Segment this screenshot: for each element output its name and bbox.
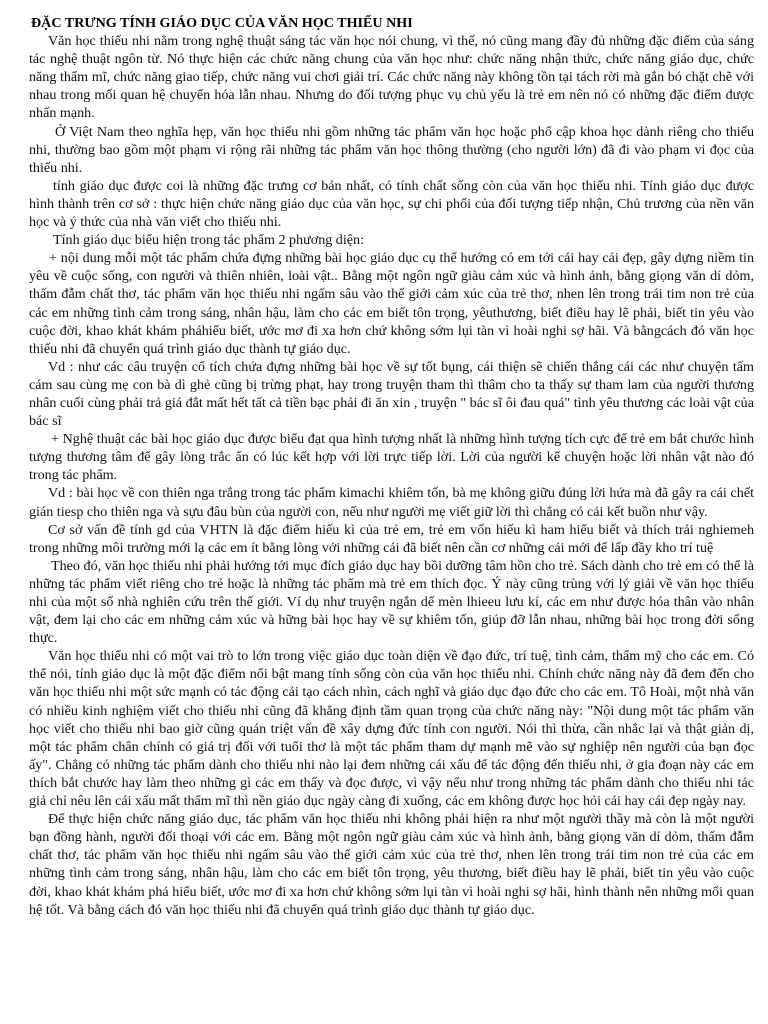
paragraph-example-swan: Vd : bài học về con thiên nga trắng trong tác phẩm kimachi khiêm tốn, bà mẹ không giữu đúng lời hứa mà đã gây ra cái chết gián tiesp cho thiên nga và sựu đâu bùn của người con, nếu như người mẹ viết giữ lời thì chẳng có cái kết buồn như vậy. xyxy=(29,485,754,520)
paragraph-two-aspects: Tính giáo dục biểu hiện trong tác phẩm 2 phương diện: xyxy=(53,232,364,249)
paragraph-educational-trait: tính giáo dục được coi là những đặc trưng cơ bản nhất, có tính chất sống còn của văn học thiếu nhi. Tính giáo dục được hình thành trên cơ sở : thực hiện chức năng giáo dục của văn học, sự chi phối của đối tượng tiếp nhận, Chủ trương của nền văn học và ý thức của nhà văn viết cho thiếu nhi. xyxy=(29,177,754,231)
document-title: ĐẶC TRƯNG TÍNH GIÁO DỤC CỦA VĂN HỌC THIẾU NHI xyxy=(31,15,413,31)
paragraph-curiosity-basis: Cơ sở vấn đề tính gd của VHTN là đặc điểm hiếu kì của trẻ em, trẻ em vốn hiếu kì ham hiểu biết và thích trải nghiemeh trong những môi trường mới lạ các em ít bằng lòng với những cái đã biết nên cần cơ những cái mới để lấp đầy kho trí tuệ xyxy=(29,521,754,556)
paragraph-art-aspect: + Nghệ thuật các bài học giáo dục được biểu đạt qua hình tượng nhất là những hình tượng tích cực để trẻ em bắt chước hình tượng thương tâm để gây lòng trắc ẩn có lúc kết hợp với lời trực tiếp lời. Lời của người kể chuyện hoặc lời nhân vật nào đó trong tác phẩm. xyxy=(29,431,754,484)
paragraph-purpose: Theo đó, văn học thiếu nhi phải hướng tới mục đích giáo dục hay bồi dưỡng tâm hồn cho trẻ. Sách dành cho trẻ em có thể là những tác phẩm viết riêng cho trẻ hoặc là những tác phẩm mà trẻ em thích đọc. Ý này cũng trùng với lý giải về văn học thiếu nhi của một số nhà nghiên cứu trên thế giới. Ví dụ như truyện ngắn dế mèn lhieeu lưu kí, các em như được hóa thân vào nhân vật, đem lại cho các em những cảm xúc và hững bài học hay về sự khiêm tốn, giúp đỡ lẫn nhau, những bài học trong đời sống thực. xyxy=(29,557,754,647)
paragraph-companion: Để thực hiện chức năng giáo dục, tác phẩm văn học thiếu nhi không phải hiện ra như một người thầy mà còn là một người bạn đồng hành, người đối thoại với các em. Bằng một ngôn ngữ giàu cảm xúc và hình ảnh, bằng giọng văn dí dỏm, thấm đẫm chất thơ, tác phẩm văn học thiếu nhi ngấm sâu vào thế giới cảm xúc của trẻ thơ, nhen lên trong trái tim non trẻ của các em những tình cảm trong sáng, nhân hậu, làm cho các em biết tôn trọng, yêu thương, biết điều hay lẽ phải, biết tin yêu vào cuộc đời, khao khát khám phá hiểu biết, ước mơ đi xa hơn chứ không sớm lụi tàn vì hoài nghi sợ hãi, hình thành nên những mối quan hệ tốt. Và bằng cách đó văn học thiếu nhi đã chuyển quá trình giáo dục thành tự giáo dục. xyxy=(29,811,754,918)
paragraph-content-aspect: + nội dung mỗi một tác phẩm chứa đựng những bài học giáo dục cụ thể hướng có em tới cái hay cái đẹp, gây dựng niềm tin yêu về cuộc sống, con người và thiên nhiên, loài vật.. Bằng một ngôn ngữ giàu cảm xúc và hình ảnh, bằng giọng văn dí dỏm, thấm đẫm chất thơ, tác phẩm văn học thiếu nhi ngấm sâu vào thế giới cảm xúc của trẻ thơ, nhen lên trong trái tim non trẻ của các em những tình cảm trong sáng, nhân hậu, làm cho các em biết tôn trọng, yêuthương, biết điều hay lẽ phải, biết tin yêu vào cuộc đời, khao khát khám pháhiểu biết, ước mơ đi xa hơn chứ không sớm lụi tàn vì hoài nghi sợ hãi. Và bằngcách đó văn học thiếu nhi đã chuyển quá trình giáo dục thành tự giáo dục. xyxy=(29,250,754,357)
paragraph-vietnam-definition: Ở Việt Nam theo nghĩa hẹp, văn học thiếu nhi gồm những tác phẩm văn học hoặc phổ cập khoa học dành riêng cho thiếu nhi, thường bao gồm một phạm vi rộng rãi những tác phẩm văn học thông thường (cho người lớn) đã đi vào phạm vi đọc của thiếu nhi. xyxy=(29,123,754,176)
paragraph-example-fairy-tales: Vd : như các câu truyện cổ tích chứa đựng những bài học về sự tốt bụng, cái thiện sẽ chiến thắng cái các như chuyện tấm cám sau cùng mẹ con bà dì ghẻ cũng bị trừng phạt, hay trong truyện tham thì thâm cho ta thấy sự tham lam của người thương nhân cuối cùng phải trả giá đắt mất hết tất cả tiền bạc phải đi ăn xin , truyện " bác sĩ ôi đau quá" tình yêu thương các loài vật của bác sĩ xyxy=(29,358,754,430)
paragraph-role: Văn học thiếu nhi có một vai trò to lớn trong việc giáo dục toàn diện về đạo đức, trí tuệ, tình cảm, thẩm mỹ cho các em. Có thể nói, tính giáo dục là một đặc điểm nổi bật mang tính sống còn của văn học thiếu nhi. Chính chức năng này đã đem đến cho văn học thiếu nhi một sức mạnh có tác động cải tạo cách nhìn, cách nghĩ và giáo dục đạo đức cho các em. Tô Hoài, một nhà văn có nhiều kinh nghiệm viết cho thiếu nhi cũng đã khẳng định tầm quan trọng của chức năng này: "Nội dung một tác phẩm văn học viết cho thiếu nhi bao giờ cũng quán triệt vấn đề xây dựng đức tính con người. Nói thì thừa, cần nhắc lại và thật giản dị, một tác phẩm chân chính có giá trị đối với tuổi thơ là một tác phẩm tham dự mạnh mẽ vào sự nghiệp nên người của bạn đọc ấy". Chẳng có những tác phẩm dành cho thiếu nhi nào lại đem những cái xấu để tác động đến thiếu nhi, ở gia đoạn này các em thích bắt chước hay làm theo những gì các em thấy và đọc được, vì vậy nếu như trong những tác phẩm dành cho thiếu nhi tác giả chỉ nêu lên cái xấu mất thẩm mĩ thì nền giáo dục ngày càng đi xuống, các em không được học hỏi cái hay cái đẹp ngày nay. xyxy=(29,648,754,810)
paragraph-intro: Văn học thiếu nhi nằm trong nghệ thuật sáng tác văn học nói chung, vì thế, nó cũng mang đầy đủ những đặc điểm của sáng tác nghệ thuật ngôn từ. Nó thực hiện các chức năng chung của văn học như: chức năng nhận thức, chức năng giáo dục, chức năng thẩm mĩ, chức năng giao tiếp, chức năng vui chơi giải trí. Các chức năng này không tồn tại tách rời mà gắn bó chặt chẽ với nhau trong mối quan hệ chuyển hóa lẫn nhau. Nhưng do đối tượng phục vụ chủ yếu là trẻ em nên nó có những đặc điểm được nhấn mạnh. xyxy=(29,33,754,122)
